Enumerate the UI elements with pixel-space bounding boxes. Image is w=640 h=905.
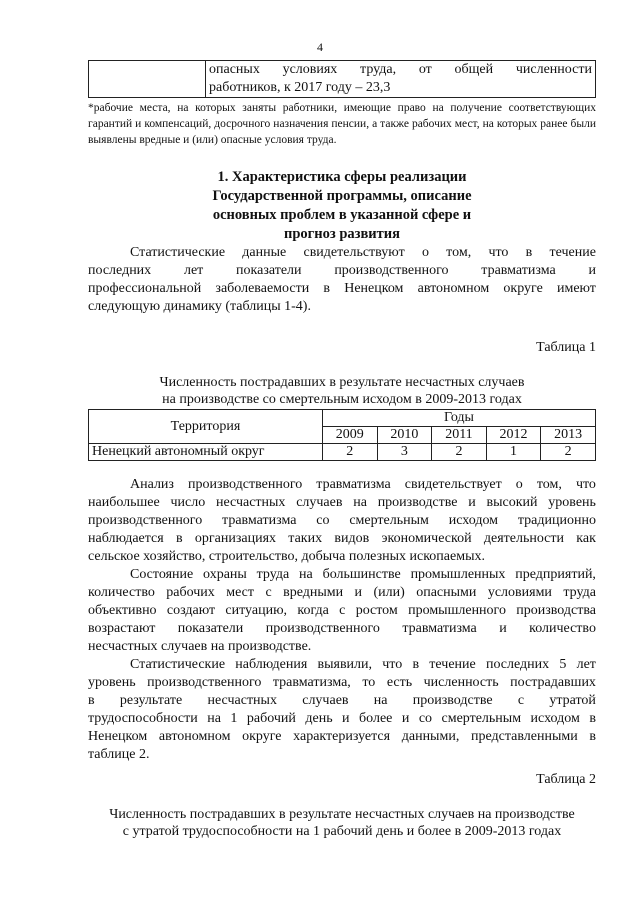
word: количество	[529, 621, 596, 636]
word: что	[575, 477, 596, 492]
word: условиями	[487, 585, 552, 600]
word: несчастных	[215, 495, 286, 510]
word: количество	[88, 585, 155, 600]
word: Ненецком	[88, 729, 148, 744]
table1	[88, 409, 596, 461]
word: со	[418, 711, 433, 726]
word: создают	[166, 603, 216, 618]
year-header: 2009	[322, 427, 377, 444]
territory-cell: Ненецкий автономный округ	[89, 444, 323, 461]
word: в	[88, 693, 95, 708]
word: о	[421, 245, 429, 260]
word: что	[488, 245, 509, 260]
word: общей	[454, 62, 494, 77]
word: характеризуется	[293, 729, 391, 744]
value-cell: 1	[486, 444, 541, 461]
word: ситуацию,	[225, 603, 288, 618]
word: традиционно	[517, 513, 596, 528]
word: есть	[386, 675, 413, 690]
territory-header: Территория	[89, 410, 323, 444]
word: в	[589, 729, 596, 744]
word: представленными	[470, 729, 578, 744]
word: на	[299, 567, 313, 582]
footnote: *рабочие места, на которых заняты работники, имеющие право на получение соответствующих гарантий и компенсаций, досрочного назначения пенсии, а также рабочих мест, на которых ранее были выявлены вредные и (или) опасные условия труда.	[88, 102, 596, 146]
section-title-line: основных проблем в указанной сфере и	[212, 207, 472, 223]
word: течение	[549, 245, 596, 260]
paragraph-line: сельское хозяйство, строительство, добыча полезных ископаемых.	[88, 549, 485, 564]
word: труда,	[360, 62, 397, 77]
word: и	[354, 585, 363, 600]
word: том,	[536, 477, 562, 492]
word: автономном	[417, 281, 490, 296]
word: число	[170, 495, 206, 510]
word: Анализ	[130, 477, 174, 492]
word: показатели	[177, 621, 244, 636]
paragraph-line: таблице 2.	[88, 747, 150, 762]
value-cell: 3	[377, 444, 432, 461]
word: последних	[485, 657, 550, 672]
year-header: 2013	[541, 427, 596, 444]
word: условиях	[282, 62, 338, 77]
word: данные	[242, 245, 287, 260]
word: то	[362, 675, 376, 690]
word: производстве	[377, 495, 458, 510]
word: Состояние	[130, 567, 194, 582]
word: производственного	[147, 675, 262, 690]
word: рабочих	[166, 585, 215, 600]
paragraph-line	[88, 692, 596, 710]
word: с	[339, 603, 346, 618]
word: как	[576, 531, 596, 546]
word: свидетельствуют	[303, 245, 405, 260]
paragraph-line	[88, 476, 596, 494]
word: том,	[446, 245, 472, 260]
word: лет	[576, 657, 596, 672]
word: опасных	[209, 62, 260, 77]
word: в	[176, 531, 183, 546]
word: Статистические	[130, 657, 226, 672]
paragraph-line	[88, 566, 596, 584]
word: исходом	[448, 513, 499, 528]
word: численности	[515, 62, 592, 77]
paragraph-line: несчастных случаев на производстве.	[88, 639, 312, 654]
word: наблюдается	[88, 531, 164, 546]
word: таких	[288, 531, 323, 546]
word: травматизма	[316, 477, 391, 492]
continuation-line-2: работников, к 2017 году – 23,3	[209, 80, 391, 95]
word: что	[382, 657, 403, 672]
word: от	[418, 62, 432, 77]
word: округе	[242, 729, 282, 744]
word: о	[515, 477, 523, 492]
table1-label: Таблица 1	[536, 340, 596, 355]
word: производственного	[88, 513, 203, 528]
word: вредными	[283, 585, 344, 600]
stat-paragraph	[88, 656, 596, 764]
paragraph-line	[88, 280, 596, 298]
word: день	[305, 711, 333, 726]
word: несчастных	[207, 693, 277, 708]
word: когда	[297, 603, 329, 618]
paragraph-line	[88, 512, 596, 530]
word: Ненецком	[344, 281, 404, 296]
word: производственного	[265, 621, 380, 636]
word: профессиональной	[88, 281, 202, 296]
word: показатели	[236, 263, 302, 278]
word: наибольшее	[88, 495, 160, 510]
value-cell: 2	[322, 444, 377, 461]
word: со	[316, 513, 330, 528]
word: большинстве	[322, 567, 401, 582]
continuation-table	[88, 60, 596, 98]
word: утратой	[549, 693, 596, 708]
continuation-text-cell	[206, 61, 596, 98]
word: уровень	[548, 495, 596, 510]
section-title-line: 1. Характеристика сферы реализации	[217, 169, 467, 185]
paragraph-line	[88, 584, 596, 602]
word: данными,	[401, 729, 460, 744]
caption-line: с утратой трудоспособности на 1 рабочий день и более в 2009-2013 годах	[122, 824, 562, 839]
value-cell: 2	[432, 444, 487, 461]
paragraph-line: следующую динамику (таблицы 1-4).	[88, 299, 311, 314]
word: рабочий	[246, 711, 296, 726]
word: предприятий,	[515, 567, 596, 582]
word: исходом	[530, 711, 580, 726]
word: и	[499, 621, 507, 636]
word: высокий	[486, 495, 538, 510]
word: опасными	[416, 585, 477, 600]
word: смертельным	[349, 513, 429, 528]
word: результате	[119, 693, 183, 708]
paragraph-line	[88, 244, 596, 262]
word: свидетельствует	[404, 477, 502, 492]
continuation-empty-cell	[89, 61, 206, 98]
value-cell: 2	[541, 444, 596, 461]
word: объективно	[88, 603, 157, 618]
word: охраны	[203, 567, 247, 582]
word: возрастают	[88, 621, 156, 636]
word: и	[401, 711, 410, 726]
caption-line: Численность пострадавших в результате несчастных случаев на производстве	[109, 807, 575, 822]
word: труда	[256, 567, 290, 582]
word: в	[589, 711, 596, 726]
word: производственного	[188, 477, 303, 492]
state-paragraph	[88, 566, 596, 656]
word: заболеваемости	[215, 281, 310, 296]
word: производстве	[412, 693, 493, 708]
word: травматизма	[481, 263, 556, 278]
caption-line: Численность пострадавших в результате несчастных случаев	[159, 375, 525, 390]
year-header: 2012	[486, 427, 541, 444]
word: мест	[226, 585, 254, 600]
word: производственного	[334, 263, 449, 278]
section-title-line: Государственной программы, описание	[212, 188, 472, 204]
paragraph-line	[88, 530, 596, 548]
continuation-line-1	[209, 61, 592, 79]
paragraph-line	[88, 656, 596, 674]
word: видов	[334, 531, 370, 546]
word: в	[525, 245, 533, 260]
word: 1	[230, 711, 238, 726]
word: организациях	[194, 531, 277, 546]
section-title-line: прогноз развития	[284, 226, 400, 242]
word: на	[353, 495, 367, 510]
paragraph-line	[88, 620, 596, 638]
word: с	[265, 585, 272, 600]
word: случаев	[296, 495, 343, 510]
word: и	[342, 711, 350, 726]
word: случаев	[302, 693, 349, 708]
word: течение	[429, 657, 476, 672]
caption-line: на производстве со смертельным исходом в 2009-2013 годах	[162, 392, 522, 407]
word: травматизма	[222, 513, 297, 528]
word: пострадавших	[510, 675, 596, 690]
word: в	[412, 657, 420, 672]
word: деятельности	[483, 531, 565, 546]
word: лет	[183, 263, 204, 278]
word: травматизма	[402, 621, 477, 636]
word: трудоспособности	[88, 711, 198, 726]
word: уровень	[88, 675, 136, 690]
word: Статистические	[130, 245, 226, 260]
word: экономической	[381, 531, 472, 546]
word: выявили,	[317, 657, 373, 672]
table1-caption	[88, 374, 596, 408]
word: и	[588, 263, 596, 278]
word: в	[323, 281, 331, 296]
word: автономном	[158, 729, 231, 744]
paragraph-line	[88, 494, 596, 512]
word: наблюдения	[235, 657, 308, 672]
analysis-paragraph	[88, 476, 596, 566]
paragraph-line	[88, 674, 596, 692]
section-title	[88, 168, 596, 244]
word: округе	[503, 281, 543, 296]
year-header: 2011	[432, 427, 487, 444]
intro-paragraph	[88, 244, 596, 316]
word: на	[373, 693, 388, 708]
paragraph-line	[88, 710, 596, 728]
year-header: 2010	[377, 427, 432, 444]
paragraph-line	[88, 728, 596, 746]
word: травматизма,	[272, 675, 351, 690]
table2-label: Таблица 2	[536, 772, 596, 787]
page-number: 4	[317, 40, 323, 54]
word: смертельным	[441, 711, 522, 726]
word: численность	[423, 675, 499, 690]
word: более	[359, 711, 393, 726]
word: с	[517, 693, 525, 708]
table-row	[89, 444, 596, 461]
word: промышленного	[408, 603, 506, 618]
paragraph-line	[88, 262, 596, 280]
word: 5	[559, 657, 567, 672]
word: (или)	[373, 585, 405, 600]
word: производства	[516, 603, 596, 618]
word: имеют	[556, 281, 596, 296]
table2-caption	[88, 806, 596, 840]
word: труда	[563, 585, 596, 600]
word: последних	[88, 263, 152, 278]
word: промышленных	[410, 567, 506, 582]
years-header: Годы	[322, 410, 595, 427]
word: на	[207, 711, 221, 726]
word: и	[468, 495, 476, 510]
word: ростом	[355, 603, 398, 618]
paragraph-line	[88, 602, 596, 620]
